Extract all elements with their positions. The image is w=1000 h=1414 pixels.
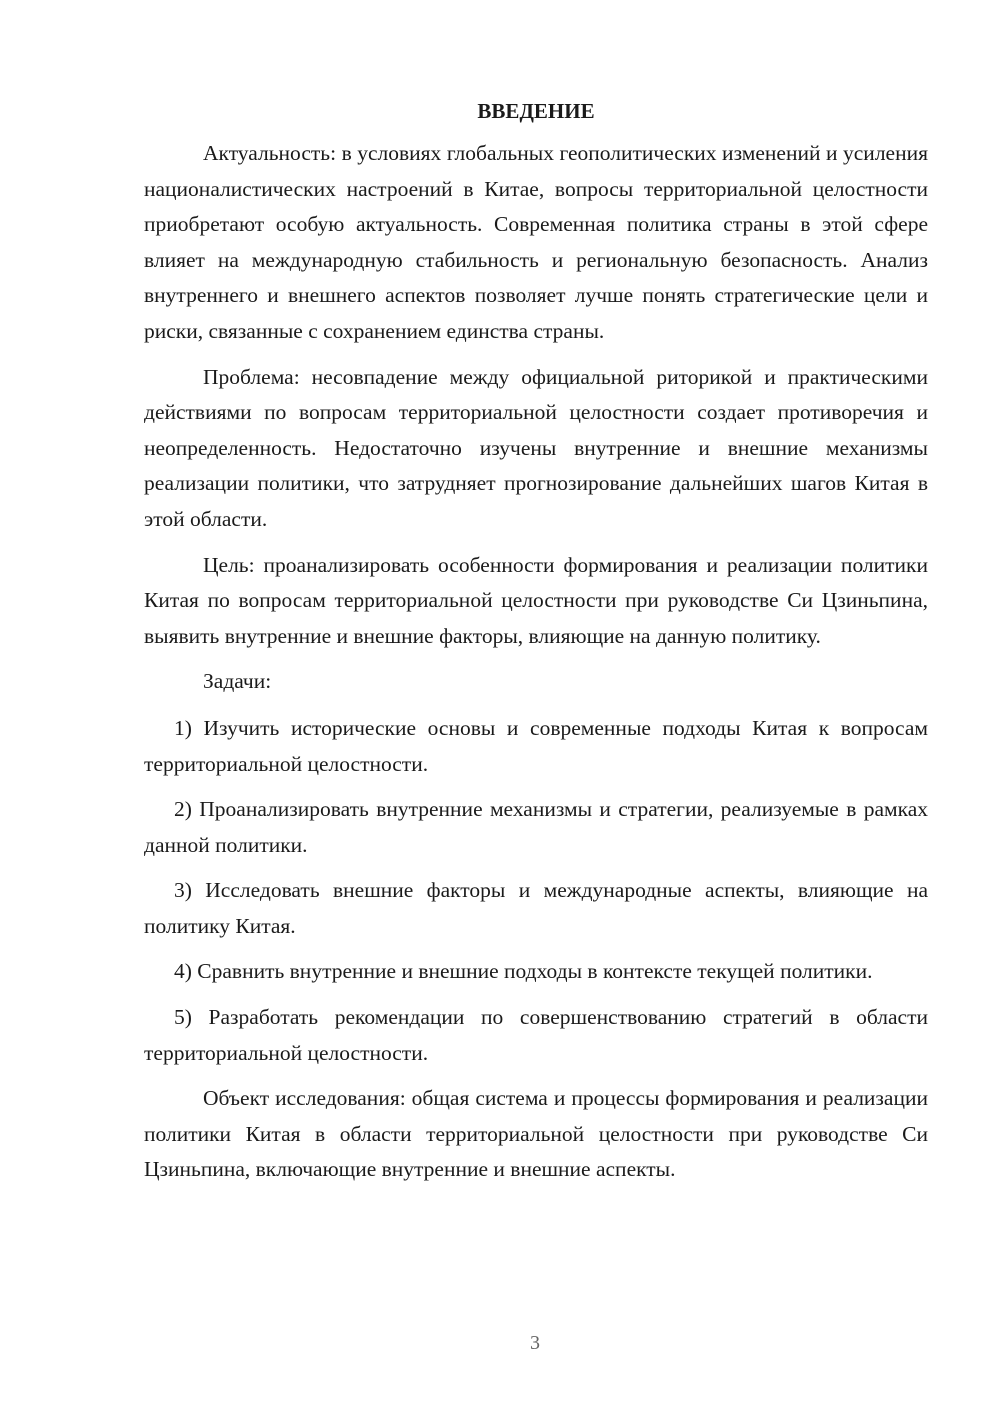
section-title: ВВЕДЕНИЕ	[477, 99, 595, 123]
task-item: 1) Изучить исторические основы и современные подходы Китая к вопросам территориальной целостности.	[144, 715, 928, 776]
problem-paragraph: Проблема: несовпадение между официальной риторикой и практическими действиями по вопросам территориальной целостности создает противоречия и неопределенность. Недостаточно изучены внутренние и внешние механизмы реализации политики, что затрудняет прогнозирование дальнейших шагов Китая в этой области.	[144, 364, 928, 531]
task-item: 4) Сравнить внутренние и внешние подходы в контексте текущей политики.	[174, 959, 873, 984]
page-number: 3	[530, 1332, 540, 1354]
tasks-heading: Задачи:	[203, 669, 272, 694]
task-item: 2) Проанализировать внутренние механизмы и стратегии, реализуемые в рамках данной политики.	[144, 797, 928, 857]
relevance-paragraph: Актуальность: в условиях глобальных геополитических изменений и усиления националистических настроений в Китае, вопросы территориальной целостности приобретают особую актуальность. Современная политика страны в этой сфере влияет на международную стабильность и региональную безопасность. Анализ внутреннего и внешнего аспектов позволяет лучше понять стратегические цели и риски, связанные с сохранением единства страны.	[144, 141, 928, 343]
goal-paragraph: Цель: проанализировать особенности формирования и реализации политики Китая по вопросам территориальной целостности при руководстве Си Цзиньпина, выявить внутренние и внешние факторы, влияющие на данную политику.	[144, 552, 928, 648]
task-item: 5) Разработать рекомендации по совершенствованию стратегий в области территориальной целостности.	[144, 1005, 928, 1065]
document-body	[144, 96, 928, 1198]
object-paragraph: Объект исследования: общая система и процессы формирования и реализации политики Китая в области территориальной целостности при руководстве Си Цзиньпина, включающие внутренние и внешние аспекты.	[144, 1086, 928, 1182]
task-item: 3) Исследовать внешние факторы и международные аспекты, влияющие на политику Китая.	[144, 878, 928, 938]
